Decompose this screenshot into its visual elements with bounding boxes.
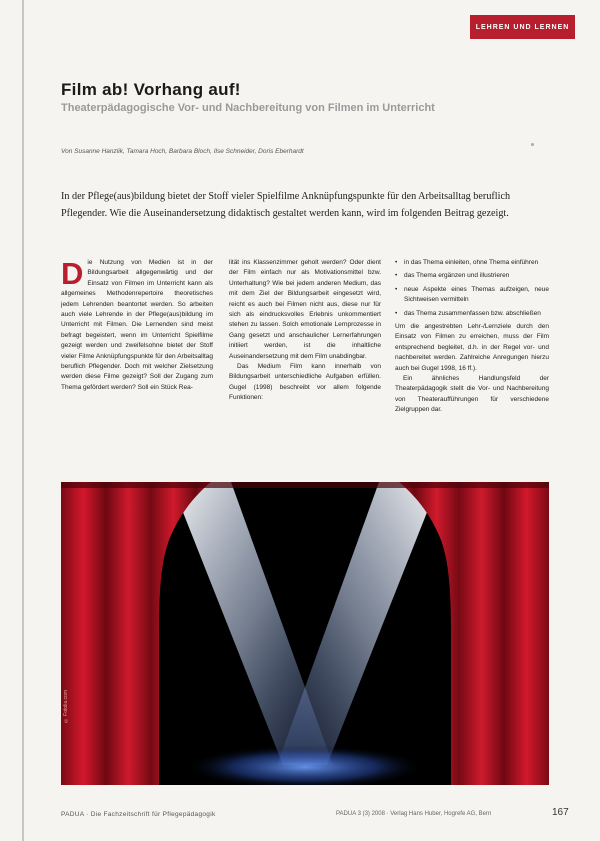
article-subtitle: Theaterpädagogische Vor- und Nachbereitung von Filmen im Unterricht	[61, 102, 435, 114]
drop-cap: D	[61, 256, 84, 291]
column-2-paragraph-1: lität ins Klassenzimmer geholt werden? Oder dient der Film einfach nur als Motivationsmittel bzw. Unterhaltung? Wie bei jedem anderen Medium, das mit dem Ziel der Bildungsarbeit eingesetzt wird, reicht es auch bei Filmen nicht aus, diese nur für sich als eindrucksvolles Erlebnis unkommentiert stehen zu lassen. Solch emotionale Lernprozesse in Gang gesetzt und anschaulicher Lernerfahrungen initiiert werden, ist die inhaltliche Auseinandersetzung mit dem Film unabdingbar.	[229, 259, 381, 360]
section-tab: LEHREN UND LERNEN	[470, 15, 575, 39]
article-title: Film ab! Vorhang auf!	[61, 80, 241, 99]
text-column-3	[395, 258, 549, 416]
article-authors: Von Susanne Hanzlik, Tamara Hoch, Barbara Bloch, Ilse Schneider, Doris Eberhardt	[61, 148, 304, 155]
text-column-1	[61, 258, 213, 393]
column-2-paragraph-2: Das Medium Film kann innerhalb von Bildungsarbeit unterschiedliche Aufgaben erfüllen. Gugel (1998) beschreibt vor allem folgende Funktionen:	[229, 363, 381, 402]
photo-credit: © Fotolia.com	[63, 690, 69, 724]
list-item: • das Thema ergänzen und illustrieren	[395, 271, 549, 281]
footer-citation: PADUA 3 (3) 2008 · Verlag Hans Huber, Hogrefe AG, Bern	[336, 811, 492, 817]
page-number: 167	[552, 807, 569, 818]
lead-paragraph: In der Pflege(aus)bildung bietet der Stoff vieler Spielfilme Anknüpfungspunkte für den Arbeitsalltag beruflich Pflegender. Wie die Auseinandersetzung didaktisch gestaltet werden kann, wird im folgenden Beitrag gezeigt.	[61, 191, 511, 219]
column-3-paragraph-2: Ein ähnliches Handlungsfeld der Theaterpädagogik stellt die Vor- und Nachbereitung von Theateraufführungen für verschiedene Zielgruppen dar.	[395, 375, 549, 414]
text-column-2	[229, 258, 381, 404]
footer-journal: PADUA · Die Fachzeitschrift für Pflegepädagogik	[61, 811, 216, 818]
decorative-dot	[531, 143, 534, 146]
function-list	[395, 258, 549, 319]
list-item: • in das Thema einleiten, ohne Thema einführen	[395, 258, 549, 268]
page-edge-rule	[22, 0, 24, 841]
list-item: • neue Aspekte eines Themas aufzeigen, neue Sichtweisen vermitteln	[395, 285, 549, 306]
column-1-text: ie Nutzung von Medien ist in der Bildungsarbeit allgegenwärtig und der Einsatz von Filmen im Unterricht kann als allgemeines Methodenrepertoire theoretisches jedem Lehrenden beantortet werden. So arbeiten auch viele Lehrende in der Pflege(aus)bildung im Unterricht mit Filmen. Die Lernenden sind meist befragt begeistert, wenn im Unterricht Spielfilme gezeigt werden und zweifelsohne bietet der Stoff vieler Filme Anknüpfungspunkte für den Arbeitsalltag beruflich Pflegender. Doch mit welcher Zielsetzung werden diese Filme gezeigt? Soll der Zugang zum Thema gefördert werden? Soll ein Stück Rea-	[61, 259, 213, 391]
stage-curtain-photo	[61, 482, 549, 785]
list-item: • das Thema zusammenfassen bzw. abschließen	[395, 309, 549, 319]
column-3-paragraph-1: Um die angestrebten Lehr-/Lernziele durch den Einsatz von Filmen zu erreichen, muss der Film entsprechend begleitet, d.h. in der Regel vor- und nachbereitet werden. Zahlreiche Anregungen hierzu auch bei Gugel 1998, 16 ff.).	[395, 323, 549, 372]
